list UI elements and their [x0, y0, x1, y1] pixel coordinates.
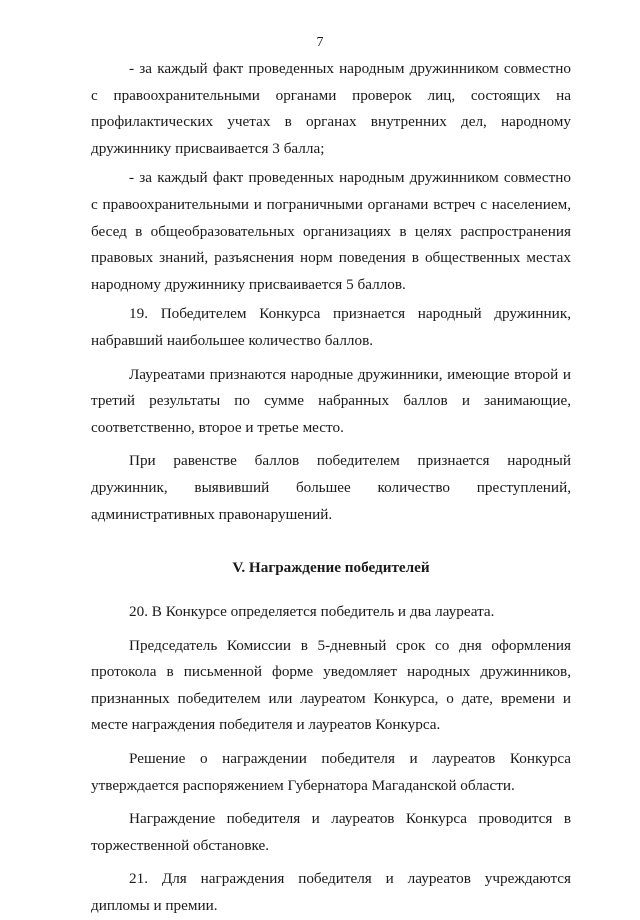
paragraph-points-5: - за каждый факт проведенных народным дружинником совместно с правоохранительными и пограничными органами встреч с населением, бесед в общеобразовательных организациях в целях распространения правовых знаний, разъяснения норм поведения в общественных местах народному дружиннику присваивается 5 баллов.	[91, 169, 571, 293]
paragraph-ceremony: Награждение победителя и лауреатов Конкурса проводится в торжественной обстановке.	[91, 810, 571, 854]
document-body	[91, 56, 571, 920]
page-number: 7	[316, 35, 324, 50]
paragraph-laureates: Лауреатами признаются народные дружинники, имеющие второй и третий результаты по сумме набранных баллов и занимающие, соответственно, второе и третье место.	[91, 365, 571, 436]
section-heading-awards: V. Награждение победителей	[232, 559, 430, 577]
paragraph-points-3: - за каждый факт проведенных народным дружинником совместно с правоохранительными органами проверок лиц, состоящих на профилактических учетах в органах внутренних дел, народному дружиннику присваивается 3 балла;	[91, 60, 571, 157]
paragraph-clause-21: 21. Для награждения победителя и лауреатов учреждаются дипломы и премии.	[91, 870, 571, 915]
paragraph-tie-break: При равенстве баллов победителем признается народный дружинник, выявивший большее количество преступлений, административных правонарушений.	[91, 452, 571, 523]
paragraph-clause-19-winner: 19. Победителем Конкурса признается народный дружинник, набравший наибольшее количество баллов.	[91, 305, 571, 349]
paragraph-governor-decision: Решение о награждении победителя и лауреатов Конкурса утверждается распоряжением Губернатора Магаданской области.	[91, 750, 571, 794]
paragraph-commission-notice: Председатель Комиссии в 5-дневный срок со дня оформления протокола в письменной форме уведомляет народных дружинников, признанных победителем или лауреатом Конкурса, о дате, времени и месте награждения победителя и лауреатов Конкурса.	[91, 636, 571, 734]
paragraph-clause-20: 20. В Конкурсе определяется победитель и два лауреата.	[129, 603, 495, 621]
